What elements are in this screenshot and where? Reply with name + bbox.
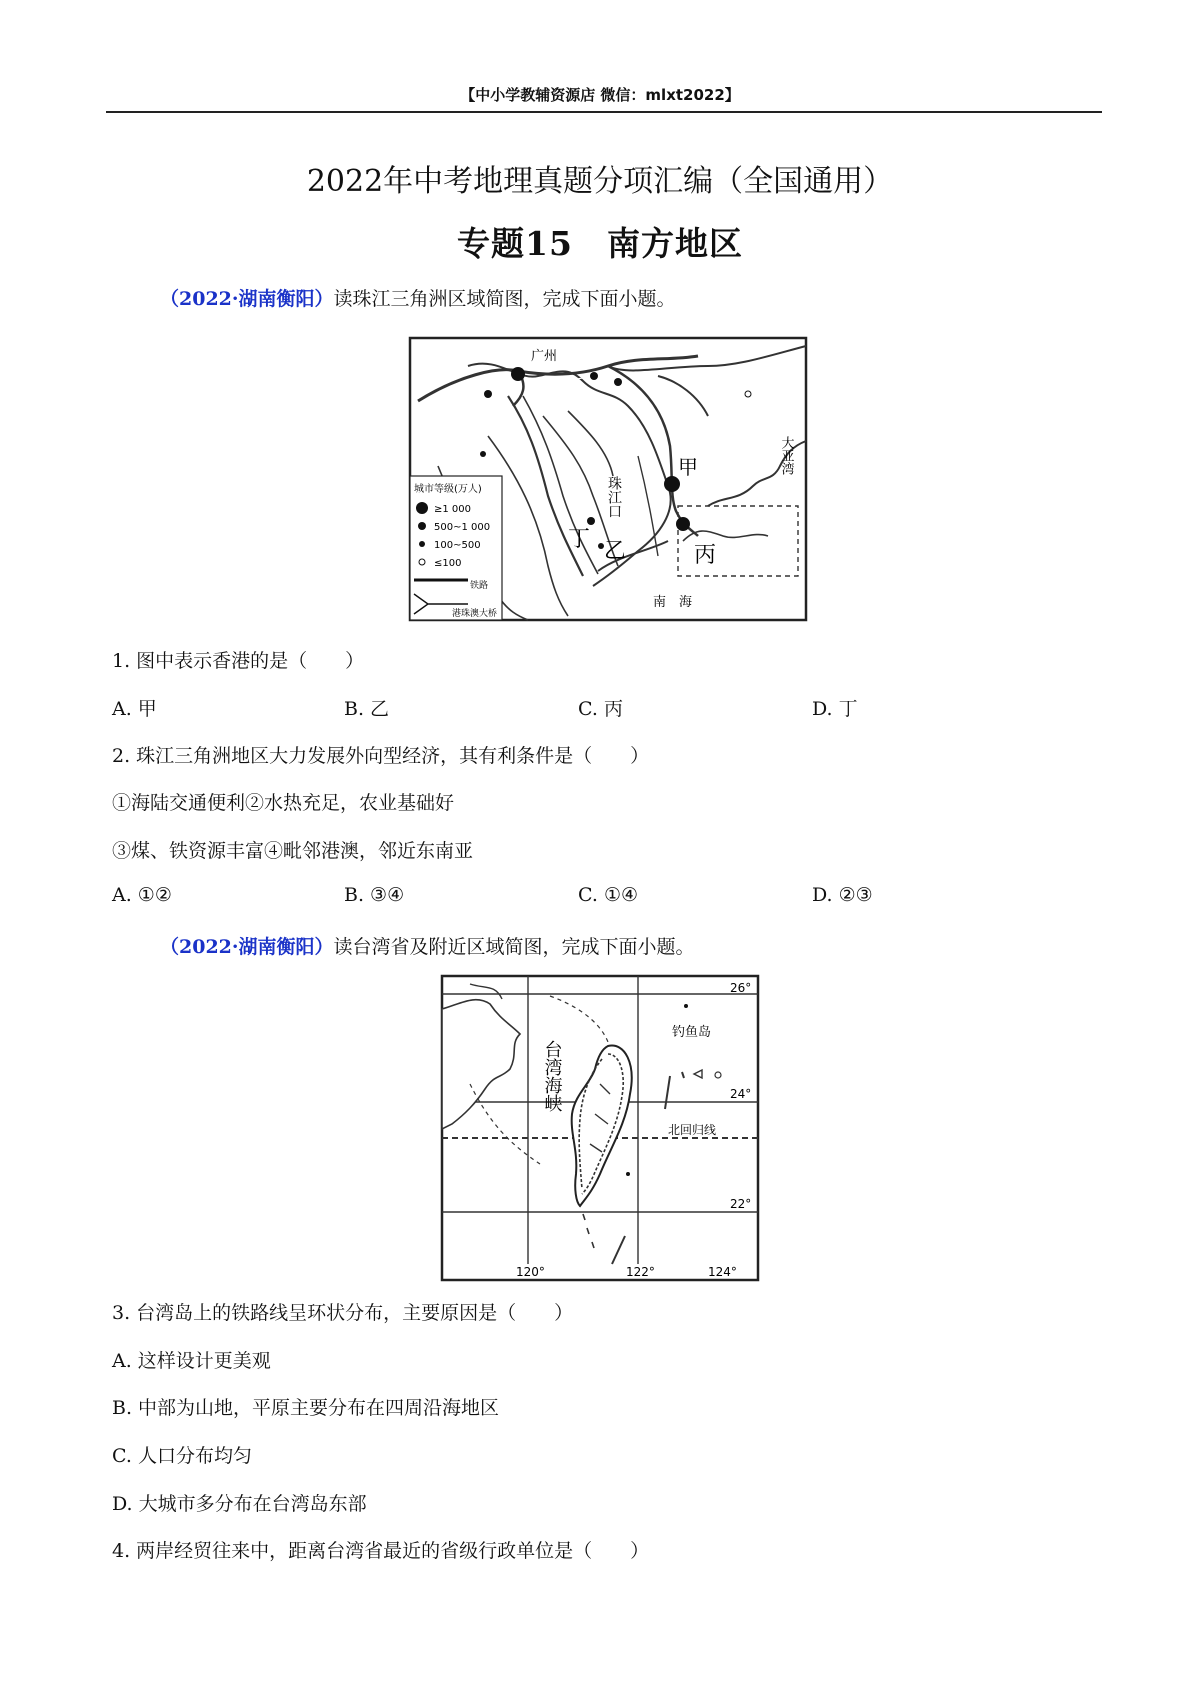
lon-label-120: 120° — [516, 1265, 545, 1279]
page-title: 2022年中考地理真题分项汇编（全国通用） — [306, 164, 894, 199]
q3-option-a: A. 这样设计更美观 — [112, 1350, 271, 1372]
header-rule — [106, 111, 1102, 113]
q2-option-a: A. ①② — [112, 884, 172, 906]
q3-option-b: B. 中部为山地，平原主要分布在四周沿海地区 — [112, 1397, 500, 1419]
page-header: 【中小学教辅资源店 微信：mlxt2022】 — [460, 86, 740, 104]
page-subtitle: 专题15 南方地区 — [457, 224, 743, 263]
label-nanhai: 南 海 — [653, 595, 693, 610]
legend-title: 城市等级(万人) — [414, 484, 482, 495]
q3-option-d: D. 大城市多分布在台湾岛东部 — [112, 1493, 367, 1515]
label-ding: 丁 — [568, 527, 591, 552]
label-bing: 丙 — [694, 543, 717, 568]
q1-option-d: D. 丁 — [812, 698, 858, 720]
legend-item-3: ≤100 — [434, 558, 462, 569]
question-3-stem: 3. 台湾岛上的铁路线呈环状分布，主要原因是（ ） — [112, 1302, 574, 1324]
question-2-stem: 2. 珠江三角洲地区大力发展外向型经济，其有利条件是（ ） — [112, 745, 650, 767]
lat-label-22: 22° — [730, 1197, 752, 1211]
pearl-river-delta-map — [408, 336, 808, 622]
q1-option-a: A. 甲 — [112, 698, 157, 720]
legend-item-0: ≥1 000 — [434, 504, 472, 515]
lon-label-124: 124° — [708, 1265, 737, 1279]
label-guangzhou: 广州 — [531, 349, 558, 364]
section1-intro-text: 读珠江三角洲区域简图，完成下面小题。 — [333, 288, 676, 310]
legend-item-1: 500~1 000 — [434, 522, 491, 533]
label-diaoyu: 钓鱼岛 — [672, 1025, 712, 1040]
q1-option-b: B. 乙 — [344, 698, 390, 720]
q1-option-c: C. 丙 — [578, 698, 623, 720]
question-2-line-1: ①海陆交通便利②水热充足，农业基础好 — [112, 792, 455, 814]
legend-item-2: 100~500 — [434, 540, 481, 551]
label-jia: 甲 — [678, 455, 698, 479]
legend-item-5: 港珠澳大桥 — [452, 609, 498, 619]
taiwan-map — [440, 974, 760, 1282]
label-zhujiangkou: 珠江口 — [606, 476, 622, 518]
question-4-stem: 4. 两岸经贸往来中，距离台湾省最近的省级行政单位是（ ） — [112, 1540, 650, 1562]
section2-intro-text: 读台湾省及附近区域简图，完成下面小题。 — [333, 936, 695, 958]
label-yi: 乙 — [604, 539, 627, 564]
lon-label-122: 122° — [626, 1265, 655, 1279]
label-dayawan: 大亚湾 — [778, 436, 794, 475]
legend-item-4: 铁路 — [470, 581, 489, 591]
section1-intro — [160, 284, 676, 311]
section1-source: （2022·湖南衡阳） — [160, 288, 334, 310]
lat-label-26: 26° — [730, 981, 752, 995]
lat-label-24: 24° — [730, 1087, 752, 1101]
q2-option-c: C. ①④ — [578, 884, 639, 906]
section2-source: （2022·湖南衡阳） — [160, 936, 334, 958]
question-1-stem: 1. 图中表示香港的是（ ） — [112, 650, 365, 672]
q2-option-d: D. ②③ — [812, 884, 873, 906]
question-2-line-2: ③煤、铁资源丰富④毗邻港澳，邻近东南亚 — [112, 840, 474, 862]
label-strait: 台湾海峡 — [541, 1040, 563, 1112]
q3-option-c: C. 人口分布均匀 — [112, 1445, 252, 1467]
section2-intro — [160, 932, 695, 959]
q2-option-b: B. ③④ — [344, 884, 405, 906]
label-tropic: 北回归线 — [668, 1123, 717, 1137]
